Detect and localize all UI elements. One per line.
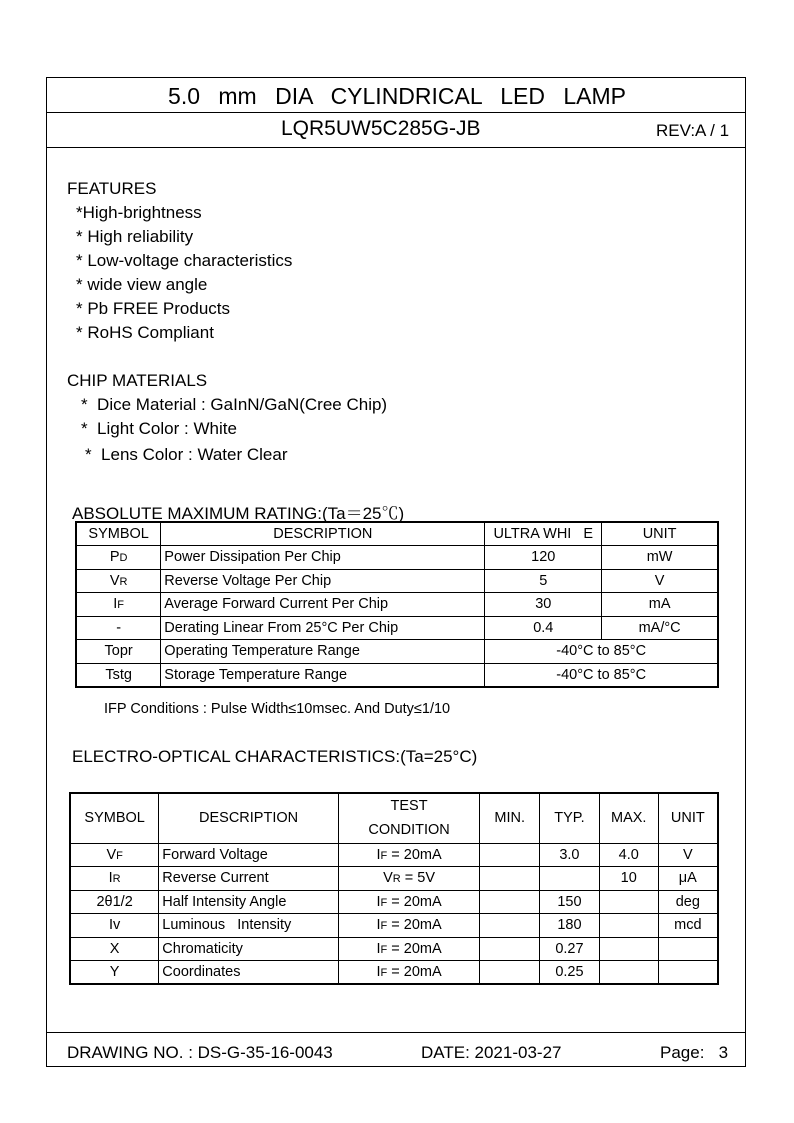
chip-material-item: * Dice Material : GaInN/GaN(Cree Chip) [81,395,388,414]
max-cell [599,890,658,914]
unit-cell [658,937,718,961]
page-number: Page: 3 [660,1043,729,1062]
description-cell: Half Intensity Angle [159,890,339,914]
table-row [76,640,718,664]
revision: REV:A / 1 [656,121,730,140]
header-value: ULTRA WHI E [485,522,602,546]
chip-material-item: * Lens Color : Water Clear [85,445,288,464]
header-symbol: SYMBOL [76,522,161,546]
max-cell [599,914,658,938]
ifp-note: IFP Conditions : Pulse Width≤10msec. And Duty≤1/10 [104,701,451,717]
value-cell: -40°C to 85°C [485,640,718,664]
header-description: DESCRIPTION [159,793,339,843]
description-cell: Reverse Voltage Per Chip [161,569,485,593]
electro-optical-heading: ELECTRO-OPTICAL CHARACTERISTICS:(Ta=25°C) [72,747,478,766]
condition-cell: IF = 20mA [338,937,479,961]
header-description: DESCRIPTION [161,522,485,546]
description-cell: Derating Linear From 25°C Per Chip [161,616,485,640]
max-cell [599,937,658,961]
min-cell [480,843,540,867]
value-cell: -40°C to 85°C [485,663,718,687]
header-max: MAX. [599,793,658,843]
value-cell: 0.4 [485,616,602,640]
max-cell: 4.0 [599,843,658,867]
part-number: LQR5UW5C285G-JB [281,117,481,140]
unit-cell: mA [602,593,718,617]
table-row [70,937,718,961]
value-cell: 5 [485,569,602,593]
description-cell: Forward Voltage [159,843,339,867]
unit-cell: mW [602,546,718,570]
table-row [76,616,718,640]
table-row [76,663,718,687]
typ-cell: 150 [540,890,600,914]
chip-material-item: * Light Color : White [81,419,237,438]
table-row [76,546,718,570]
top-rule [46,77,746,78]
table-header-row [76,522,718,546]
header-test-condition: TEST CONDITION [338,793,479,843]
abs-max-table [75,521,719,688]
description-cell: Power Dissipation Per Chip [161,546,485,570]
feature-item: * wide view angle [76,275,208,294]
header-unit: UNIT [602,522,718,546]
typ-cell: 0.25 [540,961,600,985]
condition-cell: IF = 20mA [338,843,479,867]
table-row [70,867,718,891]
table-row [70,890,718,914]
features-heading: FEATURES [67,179,157,198]
chip-materials-heading: CHIP MATERIALS [67,371,208,390]
header-rule [46,147,746,148]
symbol-cell: IR [70,867,159,891]
condition-cell: IF = 20mA [338,890,479,914]
symbol-cell: - [76,616,161,640]
table-row [76,593,718,617]
description-cell: Chromaticity [159,937,339,961]
min-cell [480,961,540,985]
symbol-cell: VR [76,569,161,593]
header-unit: UNIT [658,793,718,843]
typ-cell: 3.0 [540,843,600,867]
feature-item: * Pb FREE Products [76,299,231,318]
symbol-cell: PD [76,546,161,570]
unit-cell: deg [658,890,718,914]
unit-cell: mcd [658,914,718,938]
unit-cell: V [658,843,718,867]
unit-cell: μA [658,867,718,891]
document-title: 5.0 mm DIA CYLINDRICAL LED LAMP [168,83,626,109]
symbol-cell: X [70,937,159,961]
feature-item: *High-brightness [76,203,202,222]
feature-item: * High reliability [76,227,194,246]
description-cell: Coordinates [159,961,339,985]
min-cell [480,890,540,914]
table-header-row [70,793,718,843]
drawing-date: DATE: 2021-03-27 [421,1043,562,1062]
table-row [70,843,718,867]
condition-cell: IF = 20mA [338,961,479,985]
symbol-cell: 2θ1/2 [70,890,159,914]
symbol-cell: Y [70,961,159,985]
symbol-cell: IF [76,593,161,617]
unit-cell [658,961,718,985]
min-cell [480,937,540,961]
drawing-number: DRAWING NO. : DS-G-35-16-0043 [67,1043,333,1062]
header-min: MIN. [480,793,540,843]
description-cell: Reverse Current [159,867,339,891]
symbol-cell: Iv [70,914,159,938]
electro-optical-table [69,792,719,985]
title-rule [46,112,746,113]
abs-max-heading: ABSOLUTE MAXIMUM RATING:(Ta＝25℃) [72,504,405,523]
symbol-cell: Tstg [76,663,161,687]
max-cell: 10 [599,867,658,891]
feature-item: * RoHS Compliant [76,323,214,342]
header-symbol: SYMBOL [70,793,159,843]
description-cell: Luminous Intensity [159,914,339,938]
condition-cell: VR = 5V [338,867,479,891]
symbol-cell: VF [70,843,159,867]
unit-cell: mA/°C [602,616,718,640]
description-cell: Operating Temperature Range [161,640,485,664]
table-row [76,569,718,593]
unit-cell: V [602,569,718,593]
min-cell [480,867,540,891]
footer-rule [46,1032,746,1033]
description-cell: Storage Temperature Range [161,663,485,687]
value-cell: 30 [485,593,602,617]
max-cell [599,961,658,985]
description-cell: Average Forward Current Per Chip [161,593,485,617]
header-typ: TYP. [540,793,600,843]
table-row [70,961,718,985]
typ-cell [540,867,600,891]
condition-cell: IF = 20mA [338,914,479,938]
value-cell: 120 [485,546,602,570]
feature-item: * Low-voltage characteristics [76,251,293,270]
symbol-cell: Topr [76,640,161,664]
typ-cell: 0.27 [540,937,600,961]
min-cell [480,914,540,938]
typ-cell: 180 [540,914,600,938]
bottom-rule [46,1066,746,1067]
table-row [70,914,718,938]
